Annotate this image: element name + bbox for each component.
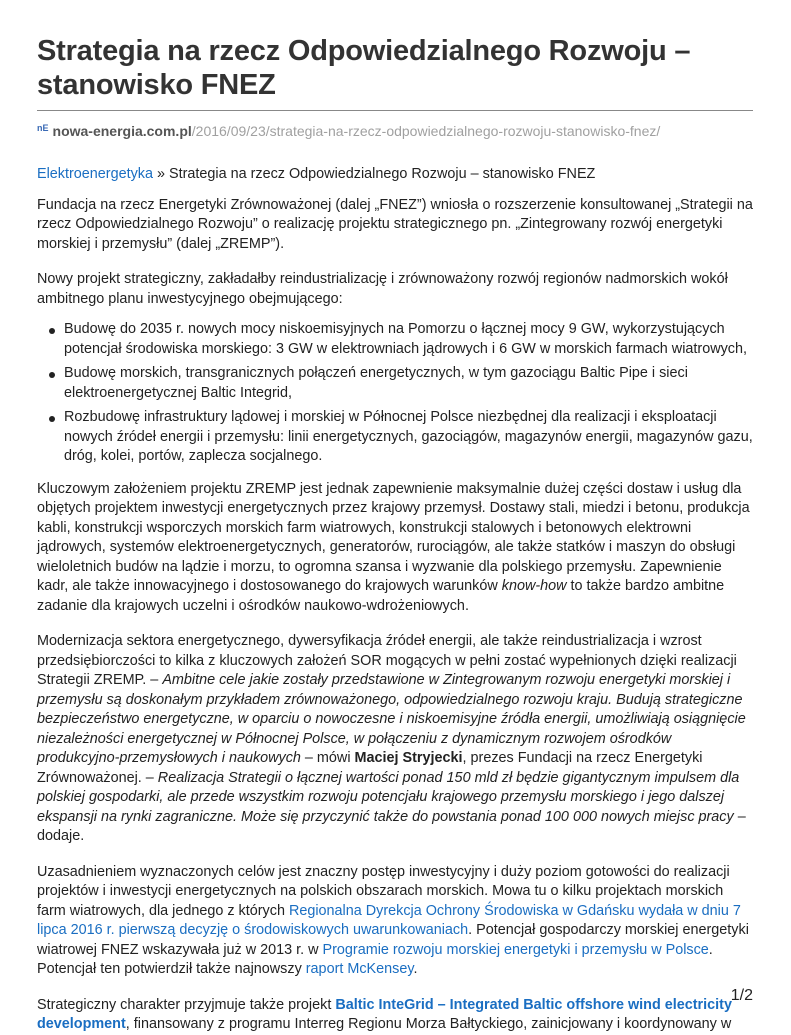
page-indicator: 1/2 <box>730 987 753 1004</box>
speaker-name: Maciej Stryjecki <box>354 750 463 766</box>
know-how-term: know-how <box>501 578 567 594</box>
site-favicon-icon: nE <box>37 123 49 133</box>
source-path[interactable]: /2016/09/23/strategia-na-rzecz-odpowiedzialnego-rozwoju-stanowisko-fnez/ <box>191 123 661 139</box>
paragraph-4-text-a: Modernizacja sektora energetycznego, dywersyfikacja źródeł energii, ale także reindustrializacja i wzrost przedsiębiorczości to kilka z kluczowych założeń SOR mogących w pełni zostać wypełnionych dzięki realizacji Strategii ZREMP. – <box>37 633 737 688</box>
paragraph-6-text-b: , finansowany z programu Interreg Regionu Morza Bałtyckiego, zainicjowany i koordynowany w <box>125 1016 732 1032</box>
investment-list <box>37 320 753 467</box>
list-item: Rozbudowę infrastruktury lądowej i morskiej w Północnej Polsce niezbędnej dla realizacji i eksploatacji nowych źródeł energii i przemysłu: linii energetycznych, gazociągów, magazynów energii, magazynów gazu, dróg, kolei, portów, zaplecza socjalnego. <box>64 408 753 467</box>
breadcrumb-category-link[interactable]: Elektroenergetyka <box>37 166 153 182</box>
article-paragraph-6 <box>37 996 753 1035</box>
breadcrumb-separator: » <box>153 166 169 182</box>
mckensey-report-link[interactable]: raport McKensey <box>305 961 414 977</box>
article-paragraph-5 <box>37 863 753 980</box>
article-paragraph-4 <box>37 632 753 847</box>
quote-2: Realizacja Strategii o łącznej wartości ponad 150 mld zł będzie gigantycznym impulsem dla polskiej gospodarki, ale przede wszystkim rozwoju potencjału krajowego przemysłu morskiego i jego dalszej ekspansji na rynki zagraniczne. Może się przyczynić także do powstania ponad 100 000 nowych miejsc pracy <box>37 769 740 825</box>
paragraph-5-text-a: Uzasadnieniem wyznaczonych celów jest znaczny postęp inwestycyjny i duży poziom gotowości do realizacji projektów i inwestycji energetycznych na polskich obszarach morskich. Mowa tu o kilku projektach morskich farm wiatrowych, dla jednego z których <box>37 863 730 919</box>
document-page <box>37 34 753 1035</box>
article-paragraph-1: Fundacja na rzecz Energetyki Zrównoważonej (dalej „FNEZ”) wniosła o rozszerzenie konsultowanej „Strategii na rzecz Odpowiedzialnego Rozwoju” o realizację projektu strategicznego pn. „Zintegrowany rozwój energetyki morskiej i przemysłu” (dalej „ZREMP”). <box>37 196 753 252</box>
list-item: Budowę morskich, transgranicznych połączeń energetycznych, w tym gazociągu Baltic Pipe i sieci elektroenergetycznej Baltic Integrid, <box>64 364 753 403</box>
source-line <box>37 122 753 140</box>
paragraph-6-text-a: Strategiczny charakter przyjmuje także projekt <box>37 996 336 1013</box>
paragraph-5-text-b: . Potencjał gospodarczy morskiej energetyki wiatrowej FNEZ wskazywała już w 2013 r. w <box>37 922 749 958</box>
baltic-integrid-link[interactable]: Baltic InteGrid – Integrated Baltic offshore wind electricity development <box>37 996 732 1032</box>
article-paragraph-2: Nowy projekt strategiczny, zakładałby reindustrializację i zrównoważony rozwój regionów nadmorskich wokół ambitnego planu inwestycyjnego obejmującego: <box>37 271 728 307</box>
breadcrumb-current: Strategia na rzecz Odpowiedzialnego Rozwoju – stanowisko FNEZ <box>169 166 596 182</box>
paragraph-4-text-b: – mówi <box>300 750 355 766</box>
source-domain[interactable]: nowa-energia.com.pl <box>52 123 192 139</box>
paragraph-4-text-d: – dodaje. <box>37 808 746 844</box>
paragraph-4-text-c: , prezes Fundacji na rzecz Energetyki Zrównoważonej. – <box>37 750 703 786</box>
rdos-decision-link[interactable]: Regionalna Dyrekcja Ochrony Środowiska w Gdańsku wydała w dniu 7 lipca 2016 r. pierwszą decyzję o środowiskowych uwarunkowaniach <box>37 902 741 938</box>
list-item: Budowę do 2035 r. nowych mocy niskoemisyjnych na Pomorzu o łącznej mocy 9 GW, wykorzystujących potencjał środowiska morskiego: 3 GW w elektrowniach jądrowych i 6 GW w morskich farmach wiatrowych, <box>64 320 753 359</box>
paragraph-3-text-b: to także bardzo ambitne zadanie dla krajowych uczelni i ośrodków naukowo-wdrożeniowych. <box>37 578 725 614</box>
paragraph-3-text-a: Kluczowym założeniem projektu ZREMP jest jednak zapewnienie maksymalnie dużej części dostaw i usług dla objętych projektem inwestycji energetycznych przez krajowy przemysł. Dostawy stali, miedzi i betonu, produkcja kabli, konstrukcji wsporczych morskich farm wiatrowych, konstrukcji stalowych i betonowych elektrowni jądrowych, systemów elektroenergetycznych, generatorów, rurociągów, ale także statków i maszyn do obsługi wieloletnich budów na lądzie i morzu, to ogromna szansa i wyzwanie dla polskiego przemysłu. Zapewnienie kadr, ale także innowacyjnego i dostosowanego do krajowych warunków <box>37 480 750 594</box>
paragraph-5-text-c: . Potencjał ten potwierdził także najnowszy <box>37 941 713 977</box>
page-title: Strategia na rzecz Odpowiedzialnego Rozwoju – stanowisko FNEZ <box>37 35 691 101</box>
title-divider <box>37 110 753 111</box>
paragraph-5-text-d: . <box>413 961 418 977</box>
breadcrumb <box>37 165 753 185</box>
quote-1: Ambitne cele jakie zostały przedstawione w Zintegrowanym rozwoju energetyki morskiej i przemysłu są doskonałym przykładem zrównoważonego, odpowiedzialnego rozwoju kraju. Budują strategiczne bezpieczeństwo energetyczne, w oparciu o nowoczesne i niskoemisyjne źródła energii, umożliwiają osiągnięcie niezależności energetycznej w Północnej Polsce, w połączeniu z dynamicznym rozwojem ośrodków produkcyjno-przemysłowych i naukowych <box>37 672 746 766</box>
article-paragraph-3 <box>37 480 753 617</box>
program-link[interactable]: Programie rozwoju morskiej energetyki i przemysłu w Polsce <box>322 941 709 958</box>
